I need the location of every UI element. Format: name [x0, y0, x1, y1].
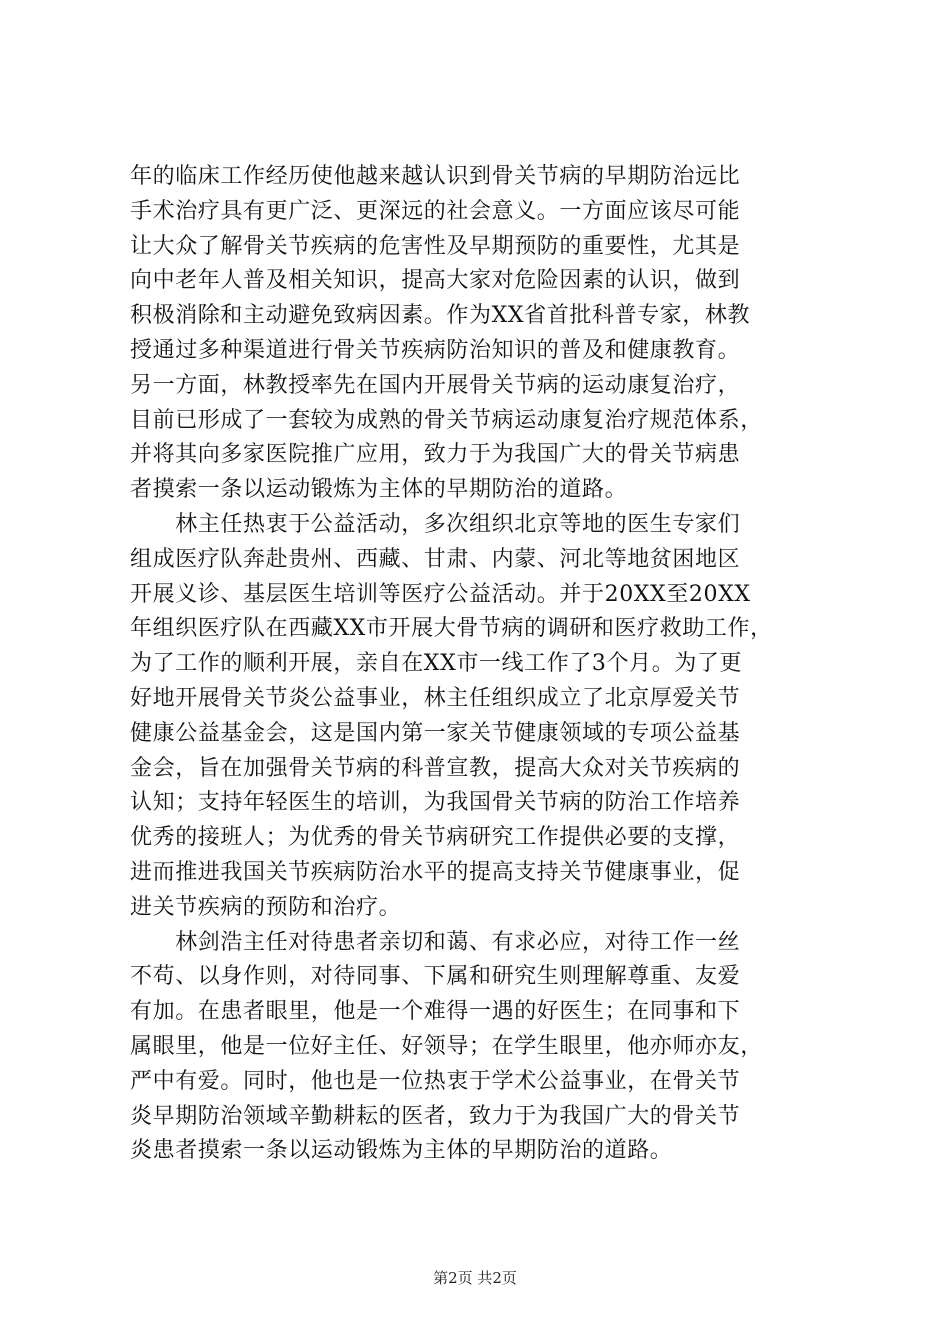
text-line: 让大众了解骨关节疾病的危害性及早期预防的重要性，尤其是 — [130, 233, 741, 259]
text-line: 林主任热衷于公益活动，多次组织北京等地的医生专家们 — [130, 511, 741, 537]
text-line: 进关节疾病的预防和治疗。 — [130, 894, 402, 920]
text-line: 有加。在患者眼里，他是一个难得一遇的好医生；在同事和下 — [130, 999, 741, 1025]
text-line: 向中老年人普及相关知识，提高大家对危险因素的认识，做到 — [130, 268, 741, 294]
text-line: 不苟、以身作则，对待同事、下属和研究生则理解尊重、友爱 — [130, 964, 741, 990]
text-line: 者摸索一条以运动锻炼为主体的早期防治的道路。 — [130, 477, 628, 503]
text-line: 手术治疗具有更广泛、更深远的社会意义。一方面应该尽可能 — [130, 198, 741, 224]
text-line: 授通过多种渠道进行骨关节疾病防治知识的普及和健康教育。 — [130, 337, 741, 363]
document-body — [130, 160, 830, 1169]
text-line: 积极消除和主动避免致病因素。作为XX省首批科普专家，林教 — [130, 303, 751, 329]
text-line: 进而推进我国关节疾病防治水平的提高支持关节健康事业，促 — [130, 859, 741, 885]
text-line: 优秀的接班人；为优秀的骨关节病研究工作提供必要的支撑， — [130, 825, 741, 851]
text-line: 年的临床工作经历使他越来越认识到骨关节病的早期防治远比 — [130, 164, 741, 189]
text-line: 健康公益基金会，这是国内第一家关节健康领域的专项公益基 — [130, 720, 741, 746]
text-line: 为了工作的顺利开展，亲自在XX市一线工作了3个月。为了更 — [130, 651, 743, 677]
text-line: 炎早期防治领域辛勤耕耘的医者，致力于为我国广大的骨关节 — [130, 1103, 741, 1129]
text-line: 另一方面，林教授率先在国内开展骨关节病的运动康复治疗， — [130, 372, 741, 398]
text-line: 炎患者摸索一条以运动锻炼为主体的早期防治的道路。 — [130, 1138, 673, 1164]
text-line: 严中有爱。同时，他也是一位热衷于学术公益事业，在骨关节 — [130, 1068, 741, 1094]
text-line: 认知；支持年轻医生的培训，为我国骨关节病的防治工作培养 — [130, 790, 741, 816]
text-line: 金会，旨在加强骨关节病的科普宣教，提高大众对关节疾病的 — [130, 755, 741, 781]
text-line: 年组织医疗队在西藏XX市开展大骨节病的调研和医疗救助工作， — [130, 616, 773, 642]
text-line: 好地开展骨关节炎公益事业，林主任组织成立了北京厚爱关节 — [130, 685, 741, 711]
text-line: 属眼里，他是一位好主任、好领导；在学生眼里，他亦师亦友， — [130, 1033, 763, 1059]
text-line: 目前已形成了一套较为成熟的骨关节病运动康复治疗规范体系， — [130, 407, 763, 433]
page-number-footer: 第2页 共2页 — [433, 1269, 517, 1287]
text-line: 林剑浩主任对待患者亲切和蔼、有求必应，对待工作一丝 — [130, 929, 741, 955]
text-line: 并将其向多家医院推广应用，致力于为我国广大的骨关节病患 — [130, 442, 741, 468]
text-line: 开展义诊、基层医生培训等医疗公益活动。并于20XX至20XX — [130, 581, 751, 607]
text-line: 组成医疗队奔赴贵州、西藏、甘肃、内蒙、河北等地贫困地区 — [130, 546, 741, 572]
